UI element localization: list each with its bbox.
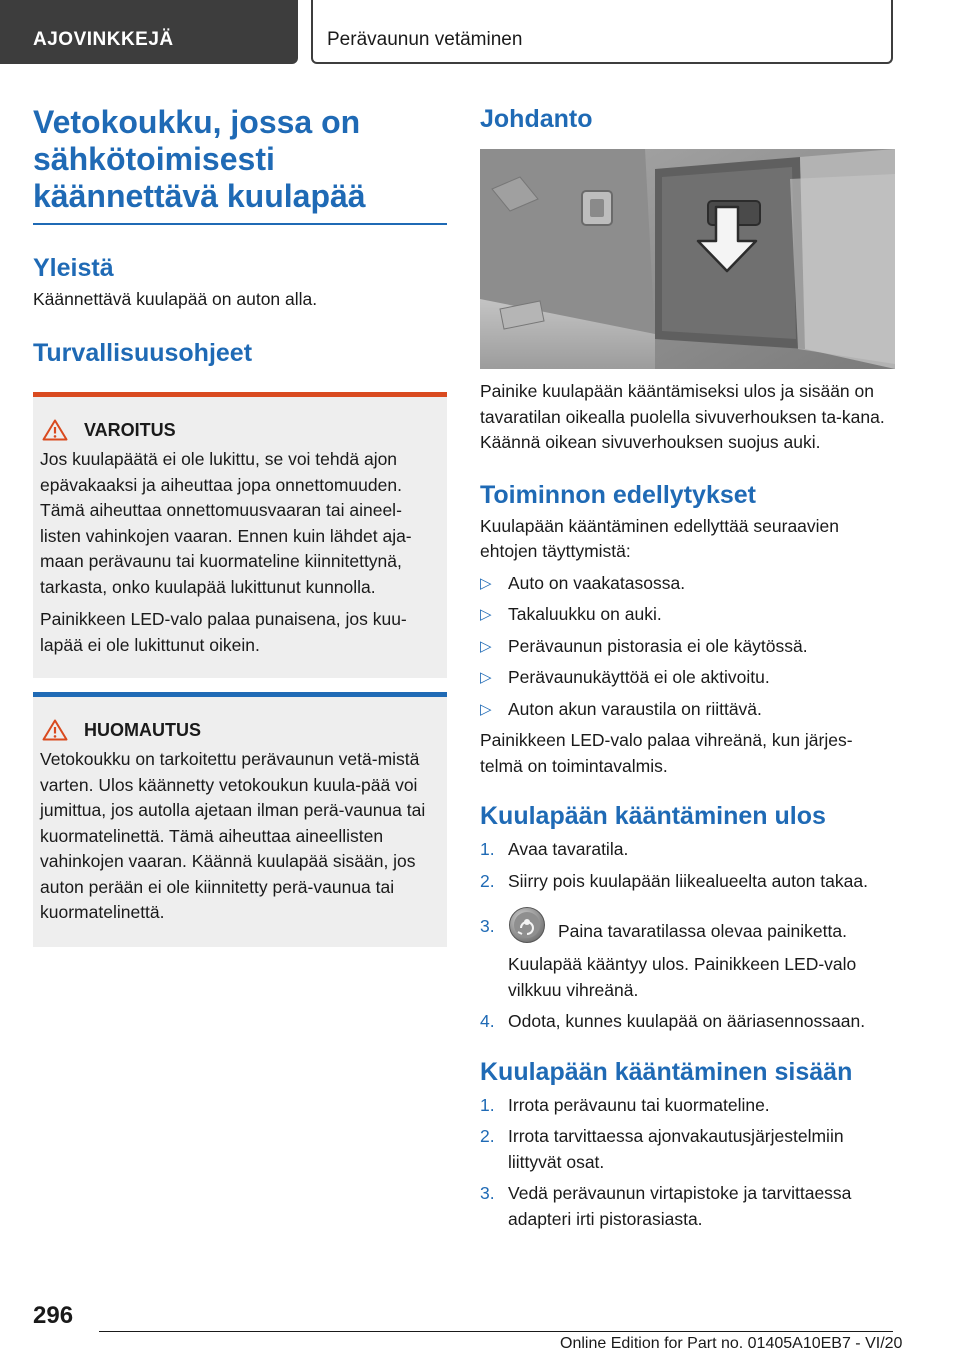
footer-rule xyxy=(99,1331,893,1332)
trailer-hitch-button-icon xyxy=(508,906,546,944)
fold-out-step: 2. Siirry pois kuulapään liikealueelta auton takaa. xyxy=(480,870,868,891)
warning-title xyxy=(40,419,437,441)
requirements-after-text: Painikkeen LED-valo palaa vihreänä, kun järjes-telmä on toimintavalmis. xyxy=(480,730,853,776)
requirements-heading: Toiminnon edellytykset xyxy=(480,480,756,509)
page-number: 296 xyxy=(33,1302,74,1329)
requirements-text: Kuulapään kääntäminen edellyttää seuraavien ehtojen täyttymistä: xyxy=(480,515,840,561)
right-column xyxy=(480,104,895,1232)
warning-label: VAROITUS xyxy=(84,419,176,440)
left-column xyxy=(33,104,447,947)
page-title: Vetokoukku, jossa on sähkötoimisesti käännettävä kuulapää xyxy=(33,104,366,214)
warning-box xyxy=(33,392,447,678)
caution-icon xyxy=(42,719,68,741)
note-text: Vetokoukku on tarkoitettu perävaunun vetä-mistä varten. Ulos käännetty vetokoukun kuula-pää voi jumittua, jos autolla ajetaan ilman perä-vaunua tai kuormatelinettä. Tämä aiheuttaa aineellisten vahinkojen vaaran. Käännä kuulapää sisään, jos auton perään ei ole kiinnitetty perä-vaunua tai kuormatelinettä. xyxy=(40,749,426,922)
header-section-tab xyxy=(0,0,298,64)
triangle-bullet-icon: ▷ xyxy=(480,606,492,623)
requirement-item: ▷ Perävaunun pistorasia ei ole käytössä. xyxy=(480,634,895,660)
title-rule xyxy=(33,223,447,225)
fold-in-step: 2. Irrota tarvittaessa ajonvakautusjärjestelmiin liittyvät osat. xyxy=(480,1126,844,1172)
intro-heading: Johdanto xyxy=(480,105,593,133)
fold-in-step: 3. Vedä perävaunun virtapistoke ja tarvittaessa adapteri irti pistorasiasta. xyxy=(480,1183,852,1229)
warning-text-1: Jos kuulapäätä ei ole lukittu, se voi tehdä ajon epävakaaksi ja aiheuttaa jopa onnettomuuden. Tämä aiheuttaa onnettomuusvaaran tai aineel-listen vahinkojen vaaran. Ennen kuin lähdet aja-maan perävaunu tai kuormateline kiinnitettynä, tarkasta, onko kuulapää lukittunut kunnolla. xyxy=(40,449,412,597)
header-chapter-label: Perävaunun vetäminen xyxy=(327,29,523,50)
safety-heading: Turvallisuusohjeet xyxy=(33,339,253,367)
note-label: HUOMAUTUS xyxy=(84,719,201,740)
triangle-bullet-icon: ▷ xyxy=(480,637,492,655)
requirement-item: ▷ Auton akun varaustila on riittävä. xyxy=(480,697,895,723)
note-title xyxy=(40,719,437,741)
fold-out-step: 3. Paina tavaratilassa olevaa painiketta. Kuulapää kääntyy ulos. Painikkeen LED-valo vilkkuu vihreänä. xyxy=(480,906,895,1003)
triangle-bullet-icon: ▷ xyxy=(480,669,492,686)
header-chapter-tab xyxy=(311,0,893,64)
triangle-bullet-icon: ▷ xyxy=(480,574,492,592)
general-heading: Yleistä xyxy=(33,253,114,282)
requirement-item: ▷ Auto on vaakatasossa. xyxy=(480,571,895,597)
header-section-label: AJOVINKKEJÄ xyxy=(33,29,174,50)
edition-text: Online Edition for Part no. 01405A10EB7 - VI/20 xyxy=(560,1335,903,1352)
fold-out-step: 1. Avaa tavaratila. xyxy=(480,839,629,859)
fold-in-step: 1. Irrota perävaunu tai kuormateline. xyxy=(480,1094,770,1115)
warning-text-2: Painikkeen LED-valo palaa punaisena, jos kuu-lapää ei ole lukittunut oikein. xyxy=(40,609,407,655)
warning-icon xyxy=(42,419,68,441)
fold-out-step-result: Kuulapää kääntyy ulos. Painikkeen LED-valo vilkkuu vihreänä. xyxy=(508,954,857,1000)
note-box xyxy=(33,692,447,947)
trunk-photo xyxy=(480,149,895,369)
fold-out-heading: Kuulapään kääntäminen ulos xyxy=(480,802,826,830)
requirement-item: ▷ Takaluukku on auki. xyxy=(480,602,895,628)
triangle-bullet-icon: ▷ xyxy=(480,700,492,718)
fold-out-step: 4. Odota, kunnes kuulapää on ääriasennossaan. xyxy=(480,1011,866,1031)
fold-in-heading: Kuulapään kääntäminen sisään xyxy=(480,1057,853,1086)
requirement-item: ▷ Perävaunukäyttöä ei ole aktivoitu. xyxy=(480,665,895,691)
general-text: Käännettävä kuulapää on auton alla. xyxy=(33,288,318,309)
intro-text: Painike kuulapään kääntämiseksi ulos ja sisään on tavaratilan oikealla puolella sivuverhouksen ta-kana. Käännä oikean sivuverhouksen suojus auki. xyxy=(480,381,885,452)
